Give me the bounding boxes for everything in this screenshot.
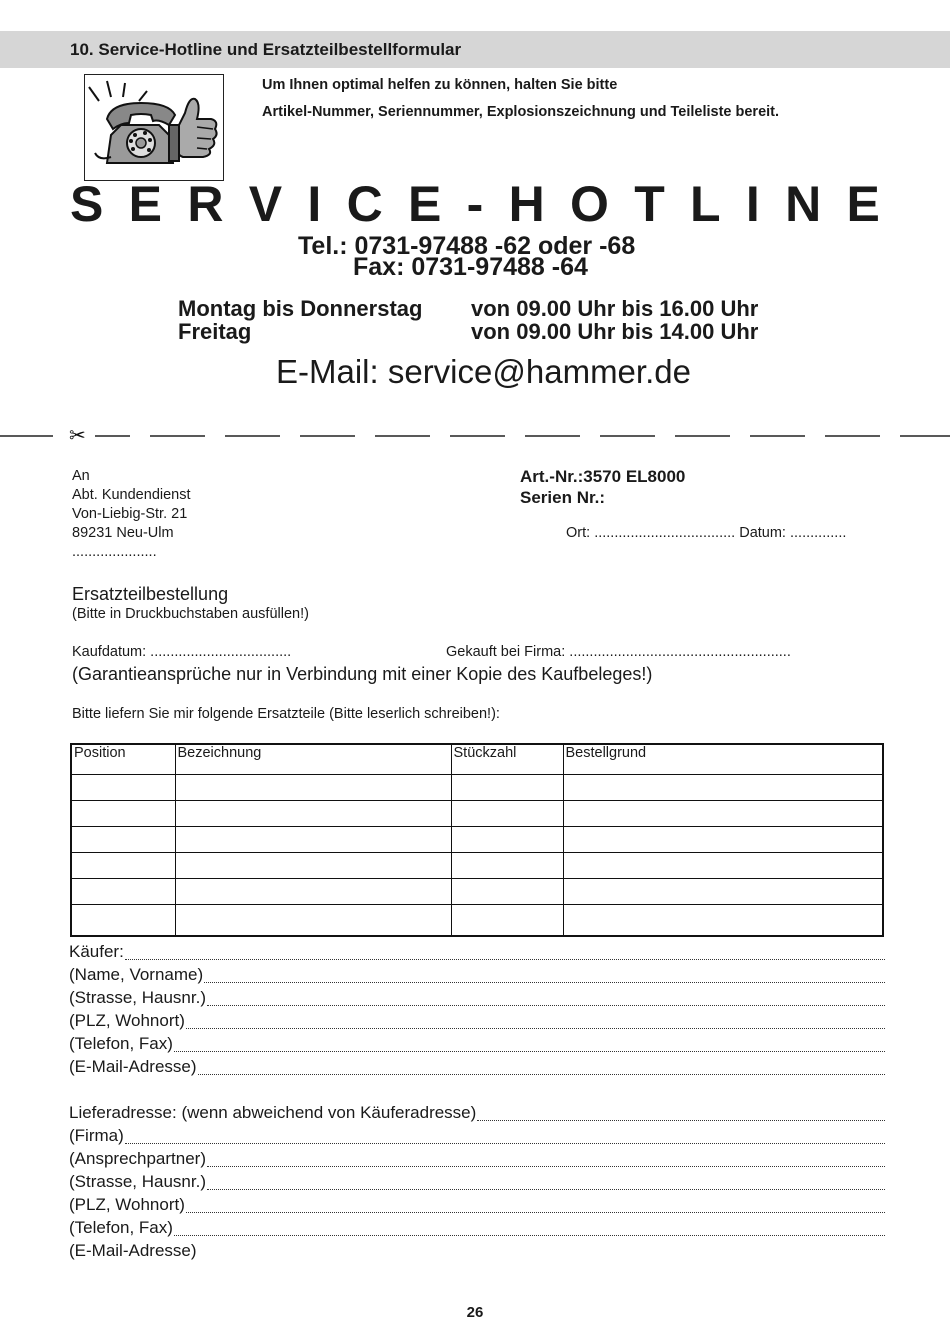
delivery-contact-field[interactable] [69,1148,885,1170]
place-date-field[interactable]: Ort: ................................... Datum: .............. [566,525,847,541]
order-title: Ersatzteilbestellung [72,584,229,604]
delivery-heading: Lieferadresse: (wenn abweichend von Käuferadresse) [69,1103,477,1122]
service-email[interactable]: E-Mail: service@hammer.de [276,353,691,390]
intro-line-1: Um Ihnen optimal helfen zu können, halten Sie bitte [262,77,618,93]
buyer-heading: Käufer: [69,942,124,961]
hotline-letter: L [690,176,721,232]
table-cell[interactable] [563,878,883,904]
table-cell[interactable] [175,826,451,852]
address-line-2: Abt. Kundendienst [72,487,191,503]
delivery-email-field[interactable] [69,1240,885,1262]
hours-time-fri: von 09.00 Uhr bis 14.00 Uhr [471,319,759,344]
column-header-bestellgrund: Bestellgrund [563,744,883,774]
table-cell[interactable] [175,852,451,878]
buyer-phone-label: (Telefon, Fax) [69,1034,173,1053]
table-cell[interactable] [451,904,563,936]
hotline-letter: I [745,176,760,232]
table-row [71,878,883,904]
delivery-city-label: (PLZ, Wohnort) [69,1195,185,1214]
table-cell[interactable] [451,800,563,826]
buyer-name-field[interactable] [69,964,885,986]
table-cell[interactable] [563,904,883,936]
hotline-letter: S [70,176,104,232]
column-header-stueckzahl: Stückzahl [451,744,563,774]
intro-line-2: Artikel-Nummer, Seriennummer, Explosionszeichnung und Teileliste bereit. [262,104,780,120]
address-line-4: 89231 Neu-Ulm [72,525,174,541]
buyer-street-field[interactable] [69,987,885,1009]
hotline-letter: V [248,176,283,232]
buyer-city-field[interactable] [69,1010,885,1032]
order-instruction: Bitte liefern Sie mir folgende Ersatzteile (Bitte leserlich schreiben!): [72,706,500,722]
hotline-letter: T [634,176,665,232]
table-cell[interactable] [71,852,175,878]
table-cell[interactable] [563,826,883,852]
table-cell[interactable] [451,826,563,852]
table-cell[interactable] [451,852,563,878]
hours-day-mon-thu: Montag bis Donnerstag [178,296,423,321]
table-cell[interactable] [451,878,563,904]
hotline-letter: O [570,176,609,232]
table-cell[interactable] [175,904,451,936]
hotline-letter: R [187,176,224,232]
buyer-email-field[interactable] [69,1056,885,1078]
delivery-phone-label: (Telefon, Fax) [69,1218,173,1237]
telephone-number: Tel.: 0731-97488 -62 oder -68 [298,232,636,260]
delivery-street-field[interactable] [69,1171,885,1193]
buyer-street-label: (Strasse, Hausnr.) [69,988,206,1007]
table-row [71,800,883,826]
purchased-at-field[interactable]: Gekauft bei Firma: ....................................................... [446,644,791,660]
hotline-letter: H [508,176,545,232]
buyer-email-label: (E-Mail-Adresse) [69,1057,197,1076]
delivery-contact-label: (Ansprechpartner) [69,1149,207,1168]
warranty-note: (Garantieansprüche nur in Verbindung mit einer Kopie des Kaufbeleges!) [72,664,653,684]
hours-time-mon-thu: von 09.00 Uhr bis 16.00 Uhr [471,296,759,321]
table-row [71,852,883,878]
table-cell[interactable] [175,774,451,800]
address-line-5: ..................... [72,544,157,560]
buyer-phone-field[interactable] [69,1033,885,1055]
parts-table [70,743,884,937]
table-row [71,826,883,852]
delivery-email-label: (E-Mail-Adresse) [69,1241,197,1260]
hotline-letter: E [128,176,163,232]
order-subtitle: (Bitte in Druckbuchstaben ausfüllen!) [72,606,309,622]
table-cell[interactable] [175,800,451,826]
delivery-street-label: (Strasse, Hausnr.) [69,1172,206,1191]
table-row [71,904,883,936]
buyer-name-label: (Name, Vorname) [69,965,204,984]
delivery-city-field[interactable] [69,1194,885,1216]
table-cell[interactable] [71,774,175,800]
delivery-company-label: (Firma) [69,1126,124,1145]
buyer-heading-field[interactable] [69,941,885,963]
service-hotline-heading [70,176,880,232]
address-line-3: Von-Liebig-Str. 21 [72,506,188,522]
purchase-date-field[interactable]: Kaufdatum: ................................... [72,644,292,660]
hotline-letter: E [407,176,442,232]
hotline-letter: C [346,176,383,232]
buyer-city-label: (PLZ, Wohnort) [69,1011,185,1030]
table-row [71,774,883,800]
hours-day-fri: Freitag [178,319,252,344]
table-cell[interactable] [563,800,883,826]
column-header-bezeichnung: Bezeichnung [175,744,451,774]
hotline-logo [84,74,224,181]
delivery-company-field[interactable] [69,1125,885,1147]
serial-number-label: Serien Nr.: [520,488,606,507]
column-header-position: Position [71,744,175,774]
table-cell[interactable] [71,904,175,936]
table-cell[interactable] [451,774,563,800]
section-title: 10. Service-Hotline und Ersatzteilbestellformular [70,40,462,59]
cut-line [0,425,950,445]
article-number: Art.-Nr.:3570 EL8000 [520,467,686,486]
table-cell[interactable] [71,800,175,826]
hotline-letter: N [785,176,822,232]
delivery-phone-field[interactable] [69,1217,885,1239]
scissors-icon: ✂ [69,425,86,445]
fax-number: Fax: 0731-97488 -64 [353,253,588,281]
telephone-thumbs-up-icon [85,75,223,180]
hotline-letter: - [466,176,484,232]
address-line-1: An [72,468,90,484]
hotline-letter: I [307,176,322,232]
page-number: 26 [466,1304,484,1321]
table-cell[interactable] [563,774,883,800]
table-cell[interactable] [175,878,451,904]
table-cell[interactable] [563,852,883,878]
hotline-letter: E [846,176,880,232]
table-header-row [71,744,883,774]
table-cell[interactable] [71,878,175,904]
delivery-heading-field[interactable] [69,1102,885,1124]
table-cell[interactable] [71,826,175,852]
